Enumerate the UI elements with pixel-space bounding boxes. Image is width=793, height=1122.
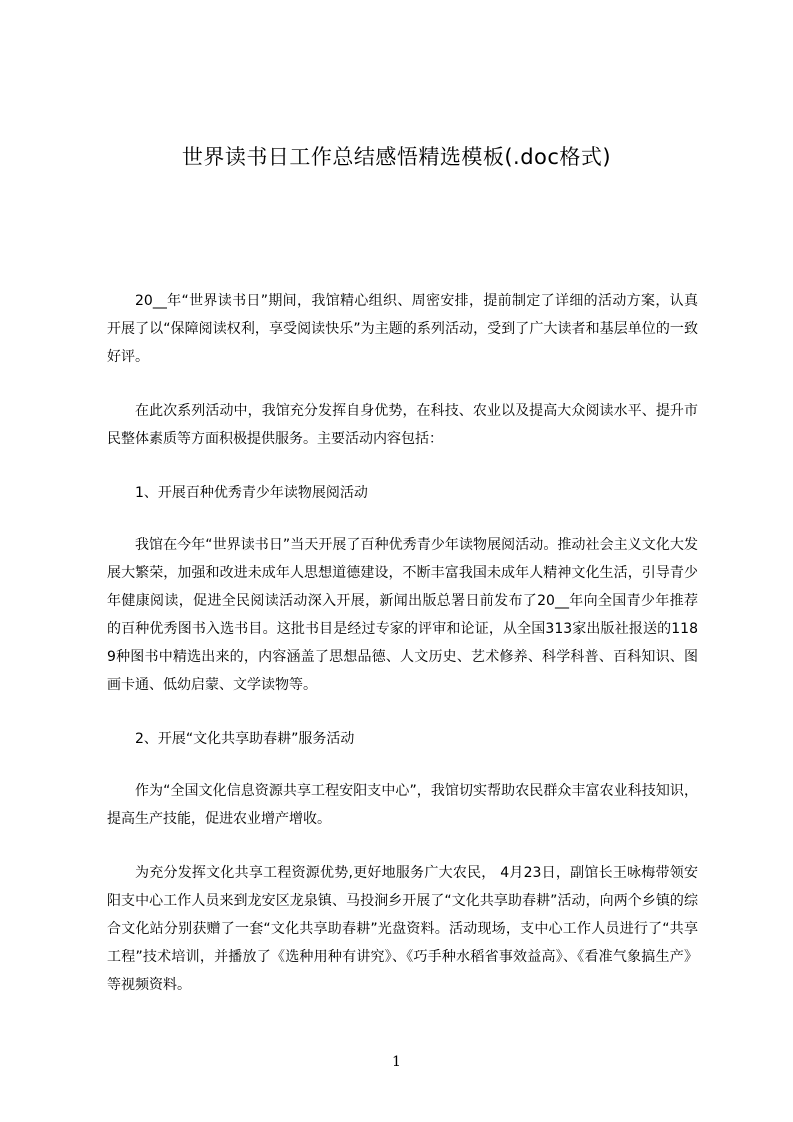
page-number: 1 xyxy=(392,1054,401,1070)
paragraph-section-1: 我馆在今年“世界读书日”当天开展了百种优秀青少年读物展阅活动。推动社会主义文化大发展大繁荣，加强和改进未成年人思想道德建设，不断丰富我国未成年人精神文化生活，引导青少年健康阅读，促进全民阅读活动深入开展，新闻出版总署日前发布了20__年向全国青少年推荐的百种优秀图书入选书目。这批书目是经过专家的评审和论证，从全国313家出版社报送的1189种图书中精选出来的，内容涵盖了思想品德、人文历史、艺术修养、科学科普、百科知识、图画卡通、低幼启蒙、文学读物等。 xyxy=(107,537,698,693)
section-heading-2: 2、开展“文化共享助春耕”服务活动 xyxy=(135,731,355,747)
section-heading-1: 1、开展百种优秀青少年读物展阅活动 xyxy=(135,485,368,501)
document-body xyxy=(107,287,698,1025)
paragraph-section-2-b: 为充分发挥文化共享工程资源优势,更好地服务广大农民， 4月23日，副馆长王咏梅带领安阳支中心工作人员来到龙安区龙泉镇、马投涧乡开展了“文化共享助春耕”活动，向两个乡镇的综合文化站分别获赠了一套“文化共享助春耕”光盘资料。活动现场，支中心工作人员进行了“共享工程”技术培训，并播放了《选种用种有讲究》、《巧手种水稻省事效益高》、《看准气象搞生产》等视频资料。 xyxy=(107,865,698,993)
paragraph-section-2-a: 作为“全国文化信息资源共享工程安阳支中心”，我馆切实帮助农民群众丰富农业科技知识，提高生产技能，促进农业增产增收。 xyxy=(107,783,698,827)
paragraph-overview: 在此次系列活动中，我馆充分发挥自身优势，在科技、农业以及提高大众阅读水平、提升市民整体素质等方面积极提供服务。主要活动内容包括： xyxy=(107,403,698,447)
document-title: 世界读书日工作总结感悟精选模板(.doc格式) xyxy=(181,145,612,169)
paragraph-intro: 20__年“世界读书日”期间，我馆精心组织、周密安排，提前制定了详细的活动方案，认真开展了以“保障阅读权利，享受阅读快乐”为主题的系列活动，受到了广大读者和基层单位的一致好评。 xyxy=(107,293,698,365)
